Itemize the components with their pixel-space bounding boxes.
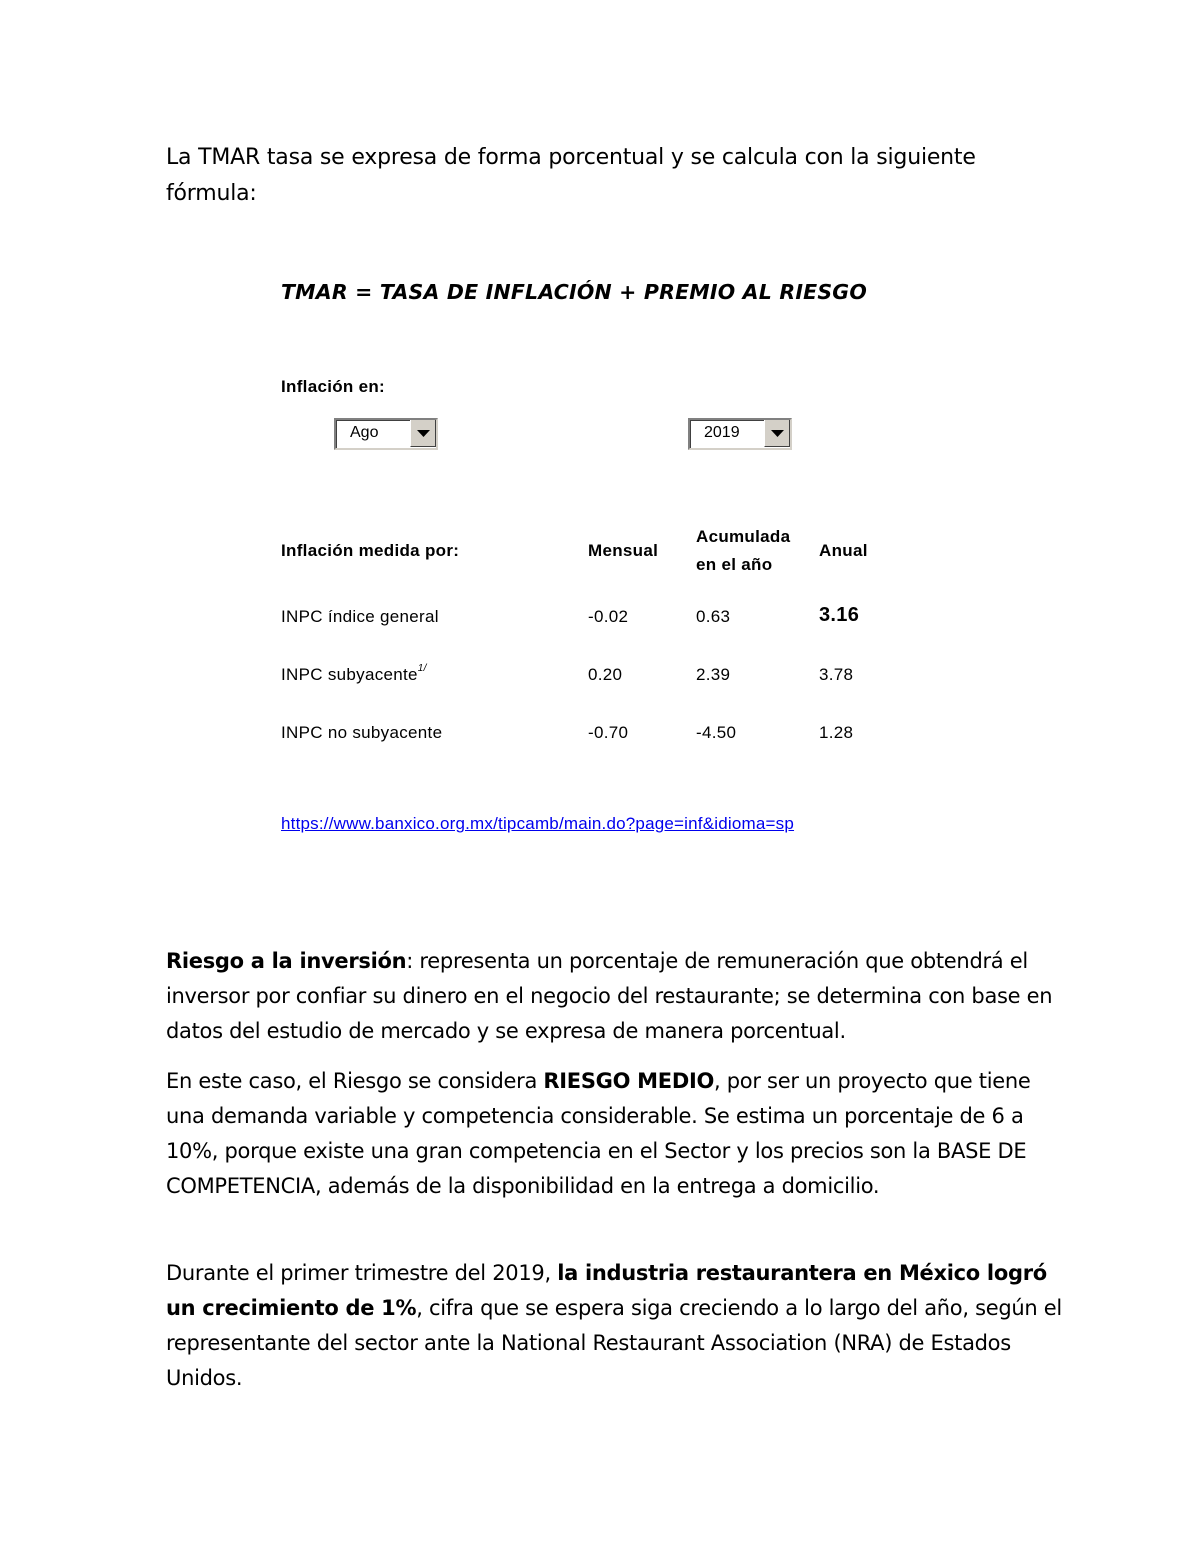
row-acumulada: -4.50 (696, 723, 737, 742)
row-anual: 1.28 (819, 723, 854, 742)
inflation-label: Inflación en: (281, 377, 386, 396)
text-span: , cifra que se espera siga creciendo a lo largo del año, según el representante del sector ante la National Restaurant Association (NRA) de Estados Unidos. (166, 1296, 1062, 1390)
month-select-value: Ago (350, 424, 379, 441)
row-label: INPC índice general (281, 607, 439, 626)
intro-text: La TMAR tasa se expresa de forma porcentual y se calcula con la siguiente fórmula: (166, 145, 976, 206)
riesgo-medio-term: RIESGO MEDIO (543, 1069, 715, 1093)
riesgo-inversion-text: : representa un porcentaje de remuneración que obtendrá el inversor por confiar su dinero en el negocio del restaurante; se determina con base en datos del estudio de mercado y se expresa de manera porcentual. (166, 949, 1053, 1043)
footnote-mark: 1/ (417, 663, 427, 674)
riesgo-inversion-term: Riesgo a la inversión (166, 949, 407, 973)
header-acumulada: Acumulada (696, 527, 791, 546)
row-mensual: -0.70 (588, 723, 629, 742)
month-select[interactable] (334, 418, 438, 450)
text-span: , por ser un proyecto que tiene una demanda variable y competencia considerable. Se estima un porcentaje de 6 a 10%, porque existe una gran competencia en el Sector y los precios son la BASE DE COMPETENCIA, además de la disponibilidad en la entrega a domicilio. (166, 1069, 1031, 1198)
paragraph-riesgo-inversion (166, 944, 1066, 1049)
year-select[interactable] (688, 418, 792, 450)
header-measure: Inflación medida por: (281, 541, 460, 560)
row-label: INPC no subyacente (281, 723, 443, 742)
row-mensual: 0.20 (588, 665, 623, 684)
row-anual: 3.16 (819, 604, 860, 626)
chevron-down-icon (771, 430, 784, 438)
row-mensual: -0.02 (588, 607, 629, 626)
banxico-link[interactable]: https://www.banxico.org.mx/tipcamb/main.do?page=inf&idioma=sp (281, 814, 795, 833)
text-span: En este caso, el Riesgo se considera (166, 1069, 544, 1093)
header-en-el-ano: en el año (696, 555, 773, 574)
month-dropdown-button[interactable] (410, 420, 436, 447)
header-mensual: Mensual (588, 541, 659, 560)
tmar-formula: TMAR = TASA DE INFLACIÓN + PREMIO AL RIESGO (281, 280, 867, 304)
chevron-down-icon (417, 430, 430, 438)
row-acumulada: 2.39 (696, 665, 731, 684)
industria-highlight: la industria restaurantera en México logró un crecimiento de 1% (166, 1261, 1047, 1320)
row-anual: 3.78 (819, 665, 854, 684)
row-label: INPC subyacente$^{1/}$ (281, 663, 427, 684)
year-dropdown-button[interactable] (764, 420, 790, 447)
row-acumulada: 0.63 (696, 607, 731, 626)
text-span: Durante el primer trimestre del 2019, (166, 1261, 558, 1285)
paragraph-riesgo-medio (166, 1064, 1066, 1204)
header-anual: Anual (819, 541, 868, 560)
paragraph-industria (166, 1256, 1066, 1396)
year-select-value: 2019 (704, 424, 740, 441)
